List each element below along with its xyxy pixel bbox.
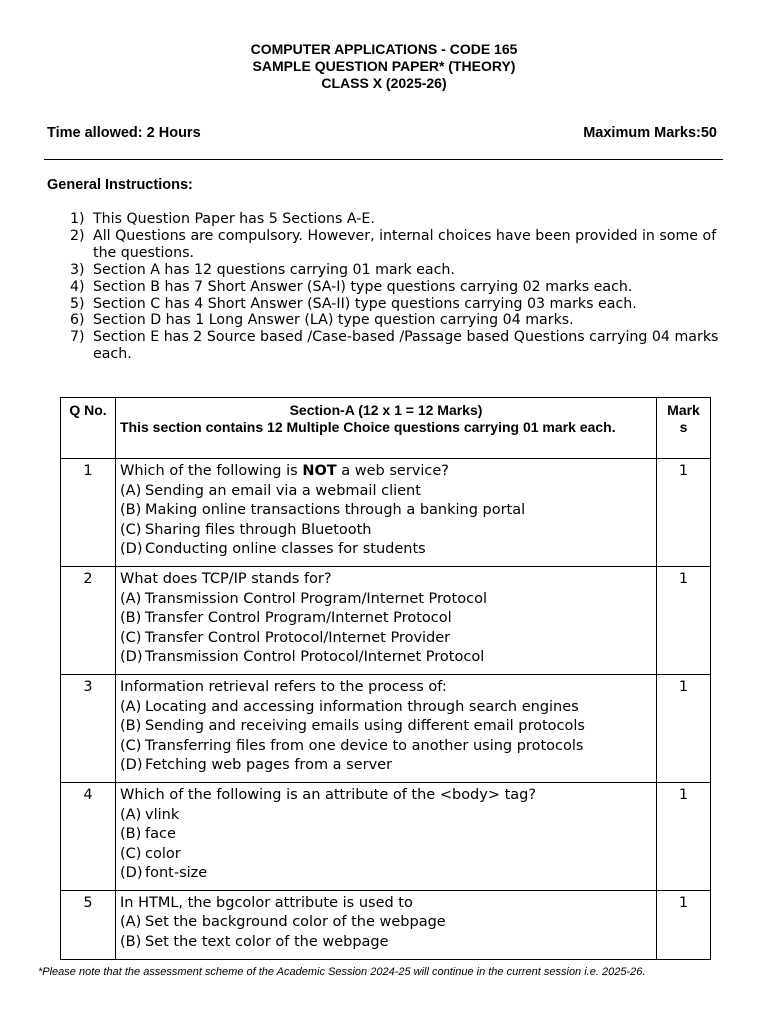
instruction-number: 7) xyxy=(70,329,85,346)
option-label: (B) xyxy=(120,826,142,843)
option-a xyxy=(120,913,652,933)
option-text: Transmission Control Program/Internet Protocol xyxy=(145,590,487,607)
question-marks: 1 xyxy=(657,566,711,674)
option-text: Set the background color of the webpage xyxy=(145,914,446,931)
instruction-number: 1) xyxy=(70,211,85,227)
option-text: face xyxy=(145,826,176,843)
option-d xyxy=(120,540,652,560)
table-row xyxy=(61,674,711,782)
option-text: Fetching web pages from a server xyxy=(145,757,393,774)
question-marks: 1 xyxy=(657,459,711,567)
option-c xyxy=(120,629,652,649)
question-marks: 1 xyxy=(657,890,711,959)
question-text-emphasis: NOT xyxy=(302,463,337,479)
maximum-marks: Maximum Marks:50 xyxy=(583,125,717,141)
instruction-text: This Question Paper has 5 Sections A-E. xyxy=(93,211,375,227)
column-header-qno: Q No. xyxy=(61,398,116,459)
time-allowed: Time allowed: 2 Hours xyxy=(47,125,201,141)
option-c xyxy=(120,737,652,757)
question-number: 4 xyxy=(61,782,116,890)
option-b xyxy=(120,825,652,845)
option-c xyxy=(120,845,652,865)
option-text: Set the text color of the webpage xyxy=(145,934,389,951)
option-label: (D) xyxy=(120,757,143,774)
option-a xyxy=(120,482,652,502)
question-text: What does TCP/IP stands for? xyxy=(120,570,332,587)
option-text: color xyxy=(145,845,181,862)
table-row xyxy=(61,782,711,890)
option-d xyxy=(120,864,652,884)
option-label: (D) xyxy=(120,865,143,882)
question-marks: 1 xyxy=(657,674,711,782)
instruction-text: Section A has 12 questions carrying 01 mark each. xyxy=(93,261,455,278)
instructions-list xyxy=(70,211,720,363)
option-d xyxy=(120,756,652,776)
question-text: Which of the following is an attribute of the <body> tag? xyxy=(120,786,537,803)
option-label: (C) xyxy=(120,629,142,646)
option-label: (D) xyxy=(120,541,143,558)
footnote: *Please note that the assessment scheme of the Academic Session 2024-25 will continue in the current session i.e. 2025-26. xyxy=(38,966,646,978)
option-label: (B) xyxy=(120,610,142,627)
option-a xyxy=(120,590,652,610)
instruction-text: Section C has 4 Short Answer (SA-II) type questions carrying 03 marks each. xyxy=(93,295,637,312)
option-label: (A) xyxy=(120,482,142,499)
question-number: 2 xyxy=(61,566,116,674)
list-item xyxy=(70,312,720,329)
instruction-number: 6) xyxy=(70,312,85,329)
list-item xyxy=(70,228,720,262)
option-d xyxy=(120,648,652,668)
instruction-number: 4) xyxy=(70,278,85,295)
question-text: Information retrieval refers to the process of: xyxy=(120,678,447,695)
instruction-text: Section B has 7 Short Answer (SA-I) type questions carrying 02 marks each. xyxy=(93,278,633,295)
question-body xyxy=(116,782,657,890)
option-label: (C) xyxy=(120,521,142,538)
question-text: In HTML, the bgcolor attribute is used to xyxy=(120,894,413,911)
option-label: (A) xyxy=(120,806,142,823)
paper-header xyxy=(0,41,768,92)
option-text: vlink xyxy=(145,806,180,823)
instruction-text: Section E has 2 Source based /Case-based /Passage based Questions carrying 04 marks each. xyxy=(93,329,719,363)
option-c xyxy=(120,521,652,541)
option-label: (B) xyxy=(120,502,142,519)
list-item xyxy=(70,329,720,363)
list-item xyxy=(70,279,720,296)
option-text: Transfer Control Program/Internet Protocol xyxy=(145,610,452,627)
marks-header-part1: Mark xyxy=(667,402,700,418)
option-b xyxy=(120,933,652,953)
question-text-part: a web service? xyxy=(336,463,450,479)
option-text: Transfer Control Protocol/Internet Provider xyxy=(145,629,451,646)
question-number: 3 xyxy=(61,674,116,782)
option-text: Transmission Control Protocol/Internet Protocol xyxy=(145,649,485,666)
instruction-number: 3) xyxy=(70,261,85,278)
table-header-row xyxy=(61,398,711,459)
option-label: (C) xyxy=(120,737,142,754)
option-text: font-size xyxy=(145,865,208,882)
list-item xyxy=(70,262,720,279)
table-row xyxy=(61,459,711,567)
column-header-marks xyxy=(657,398,711,459)
option-label: (A) xyxy=(120,698,142,715)
table-row xyxy=(61,890,711,959)
table-row xyxy=(61,566,711,674)
list-item xyxy=(70,296,720,313)
option-b xyxy=(120,609,652,629)
option-text: Making online transactions through a banking portal xyxy=(145,502,526,519)
option-label: (A) xyxy=(120,914,142,931)
header-divider xyxy=(44,159,723,160)
instruction-number: 5) xyxy=(70,295,85,312)
paper-subtitle: SAMPLE QUESTION PAPER* (THEORY) xyxy=(252,58,516,74)
question-body xyxy=(116,890,657,959)
option-text: Conducting online classes for students xyxy=(145,541,426,558)
question-number: 5 xyxy=(61,890,116,959)
option-text: Transferring files from one device to another using protocols xyxy=(145,737,584,754)
option-b xyxy=(120,501,652,521)
question-number: 1 xyxy=(61,459,116,567)
list-item xyxy=(70,211,720,228)
option-label: (C) xyxy=(120,845,142,862)
section-description: This section contains 12 Multiple Choice questions carrying 01 mark each. xyxy=(120,418,616,435)
option-label: (D) xyxy=(120,649,143,666)
paper-meta xyxy=(47,125,717,143)
section-title: Section-A (12 x 1 = 12 Marks) xyxy=(289,402,483,418)
instructions-title: General Instructions: xyxy=(47,177,193,193)
instruction-text: Section D has 1 Long Answer (LA) type question carrying 04 marks. xyxy=(93,312,574,329)
column-header-section xyxy=(116,398,657,459)
instruction-text: All Questions are compulsory. However, internal choices have been provided in some of the questions. xyxy=(93,227,717,261)
option-a xyxy=(120,698,652,718)
question-text-part: Which of the following is xyxy=(120,463,303,479)
question-body xyxy=(116,674,657,782)
question-text xyxy=(120,462,652,482)
paper-class: CLASS X (2025-26) xyxy=(321,75,447,91)
option-a xyxy=(120,806,652,826)
instruction-number: 2) xyxy=(70,227,85,244)
option-b xyxy=(120,717,652,737)
option-text: Locating and accessing information through search engines xyxy=(145,698,579,715)
option-label: (A) xyxy=(120,590,142,607)
section-a-table xyxy=(60,397,711,960)
question-marks: 1 xyxy=(657,782,711,890)
question-body xyxy=(116,566,657,674)
option-text: Sharing files through Bluetooth xyxy=(145,521,372,538)
marks-header-part2: s xyxy=(679,418,688,435)
paper-title: COMPUTER APPLICATIONS - CODE 165 xyxy=(250,41,518,57)
option-text: Sending an email via a webmail client xyxy=(145,482,421,499)
question-body xyxy=(116,459,657,567)
option-label: (B) xyxy=(120,934,142,951)
option-text: Sending and receiving emails using different email protocols xyxy=(145,718,585,735)
option-label: (B) xyxy=(120,718,142,735)
